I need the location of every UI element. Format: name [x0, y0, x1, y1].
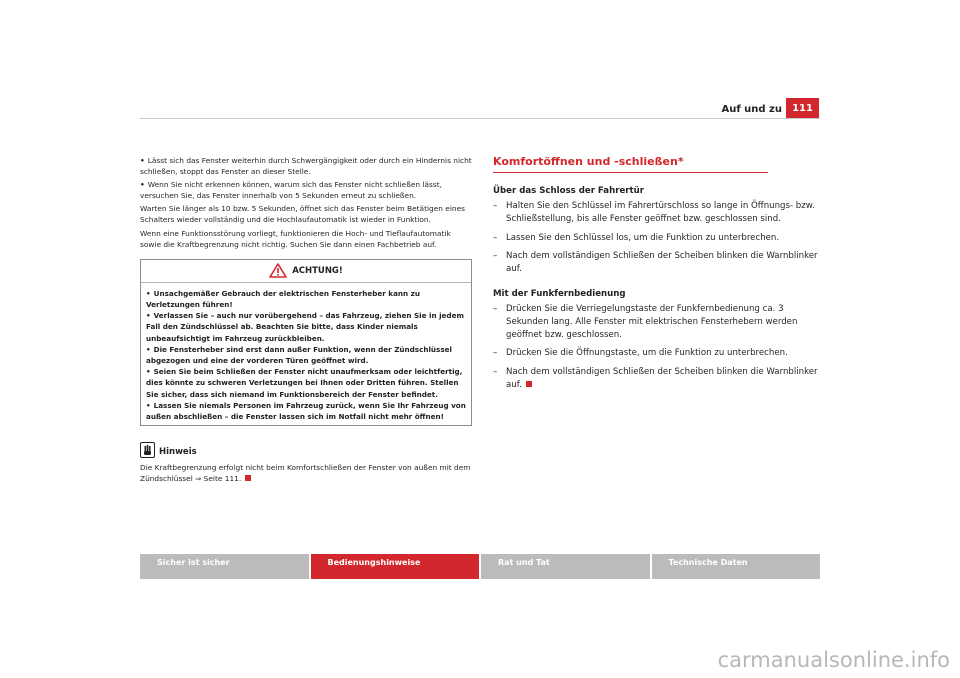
instruction-item: [493, 347, 820, 360]
instruction-text: Halten Sie den Schlüssel im Fahrertürschloss so lange in Öffnungs- bzw. Schließstellung, bis alle Fenster geöffnet bzw. geschlossen sind.: [506, 201, 815, 224]
warning-item-text: Seien Sie beim Schließen der Fenster nicht unaufmerksam oder leichtfertig, dies könnte zu schweren Verletzungen bei Ihnen oder Dritten führen. Stellen Sie sicher, dass sich niemand im Funktionsbereich der Fenster befindet.: [146, 367, 463, 399]
warning-item: [146, 344, 466, 366]
warning-item: [146, 288, 466, 310]
warning-triangle-icon: [269, 263, 287, 278]
body-paragraph: Wenn eine Funktionsstörung vorliegt, funktionieren die Hoch- und Tieflaufautomatik sowie die Kraftbegrenzung nicht richtig. Suchen Sie dann einen Fachbetrieb auf.: [140, 228, 451, 249]
warning-item-text: Verlassen Sie – auch nur vorübergehend – das Fahrzeug, ziehen Sie in jedem Fall den Zündschlüssel ab. Beachten Sie bitte, dass Kinder niemals unbeaufsichtigt im Fahrzeug zurückbleiben.: [146, 311, 464, 343]
bullet-text: Lässt sich das Fenster weiterhin durch Schwergängigkeit oder durch ein Hindernis nicht schließen, stoppt das Fenster an dieser Stelle.: [140, 156, 472, 177]
instruction-list: [493, 200, 820, 276]
subheading: Mit der Funkfernbedienung: [493, 288, 626, 299]
warning-box: [140, 259, 472, 426]
bullet-text: Wenn Sie nicht erkennen können, warum sich das Fenster nicht schließen lässt, versuchen Sie, das Fenster innerhalb von 5 Sekunden erneut zu schließen.: [140, 180, 442, 201]
end-of-section-marker: [245, 475, 251, 481]
instruction-text: Drücken Sie die Öffnungstaste, um die Funktion zu unterbrechen.: [506, 348, 788, 359]
footer-tab-technische-daten[interactable]: Technische Daten: [652, 554, 821, 579]
instruction-text: Lassen Sie den Schlüssel los, um die Funktion zu unterbrechen.: [506, 232, 780, 243]
end-of-section-marker: [526, 381, 532, 387]
dash-marker: –: [493, 201, 498, 211]
body-paragraph: Warten Sie länger als 10 bzw. 5 Sekunden, öffnet sich das Fenster beim Betätigen eines Schalters wieder vollständig und die Hochlaufautomatik ist wieder in Funktion.: [140, 204, 465, 225]
warning-item-text: Lassen Sie niemals Personen im Fahrzeug zurück, wenn Sie Ihr Fahrzeug von außen abschließen – die Fenster lassen sich im Notfall nicht mehr öffnen!: [146, 400, 466, 421]
warning-item-text: Die Fensterheber sind erst dann außer Funktion, wenn der Zündschlüssel abgezogen und eine der vorderen Türen geöffnet wird.: [146, 344, 452, 365]
instruction-item: [493, 303, 820, 341]
instruction-item: [493, 200, 820, 226]
hint-paragraph: [140, 462, 472, 484]
bullet-dot: •: [146, 344, 151, 354]
instruction-item: [493, 366, 820, 392]
right-column: [493, 155, 820, 398]
bullet-dot: •: [146, 288, 151, 298]
footer-tab-bedienungshinweise[interactable]: Bedienungshinweise: [311, 554, 480, 579]
bullet-dot: •: [140, 180, 145, 190]
bullet-dot: •: [146, 400, 151, 410]
dash-marker: –: [493, 367, 498, 378]
header-rule: [140, 118, 820, 119]
warning-header: [141, 260, 471, 283]
hint-title: Hinweis: [159, 447, 197, 458]
watermark: carmanualsonline.info: [717, 648, 950, 672]
footer-tab-rat-und-tat[interactable]: Rat und Tat: [481, 554, 650, 579]
warning-item: [146, 366, 466, 400]
header-title: Auf und zu: [721, 104, 782, 115]
instruction-item: [493, 250, 820, 276]
footer-tab-sicher-ist-sicher[interactable]: Sicher ist sicher: [140, 554, 309, 579]
instruction-item: [493, 232, 820, 245]
hint-text: Die Kraftbegrenzung erfolgt nicht beim Komfortschließen der Fenster von außen mit dem Zündschlüssel ⇒ Seite 111.: [140, 463, 471, 484]
dash-marker: –: [493, 232, 498, 243]
instruction-text: Drücken Sie die Verriegelungstaste der Funkfernbedienung ca. 3 Sekunden lang. Alle Fenster mit elektrischen Fensterhebern werden geöffnet bzw. geschlossen.: [506, 303, 798, 340]
subheading: Über das Schloss der Fahrertür: [493, 186, 644, 196]
footer-nav: [140, 554, 820, 579]
dash-marker: –: [493, 251, 498, 262]
section-rule: [493, 172, 768, 173]
warning-title: ACHTUNG!: [292, 265, 343, 276]
hint-note-icon: [140, 442, 155, 458]
warning-item: [146, 310, 466, 344]
instruction-text: Nach dem vollständigen Schließen der Scheiben blinken die Warnblinker auf.: [506, 367, 818, 390]
warning-item-text: Unsachgemäßer Gebrauch der elektrischen Fensterheber kann zu Verletzungen führen!: [146, 288, 420, 309]
bullet-dot: •: [140, 156, 145, 165]
dash-marker: –: [493, 303, 498, 314]
left-column: [140, 155, 472, 484]
bullet-dot: •: [146, 367, 151, 377]
dash-marker: –: [493, 348, 498, 359]
instruction-text: Nach dem vollständigen Schließen der Scheiben blinken die Warnblinker auf.: [506, 251, 818, 275]
bullet-dot: •: [146, 311, 151, 321]
warning-item: [146, 400, 466, 422]
page-number: 111: [786, 98, 819, 119]
bullet-paragraph: [140, 179, 472, 201]
instruction-list: [493, 303, 820, 392]
section-title: Komfortöffnen und -schließen*: [493, 155, 684, 168]
bullet-paragraph: [140, 155, 472, 177]
hint-header: [140, 438, 472, 458]
